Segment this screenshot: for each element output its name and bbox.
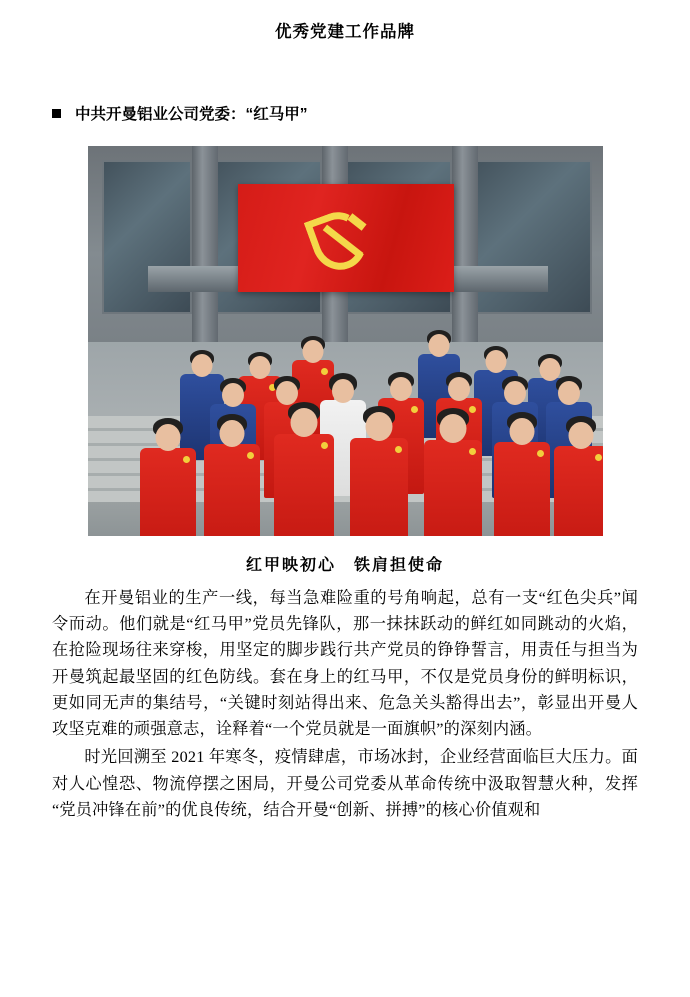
person-figure [554, 446, 603, 536]
party-badge-icon [595, 454, 602, 461]
head [222, 383, 244, 407]
head [249, 356, 270, 379]
body-paragraph: 时光回溯至 2021 年寒冬，疫情肆虐，市场冰封，企业经营面临巨大压力。面对人心惶恐、物流停摆之困局，开曼公司党委从革命传统中汲取智慧火种，发挥“党员冲锋在前”的优良传统，结合开曼“创新、拼搏”的核心价值观和 [52, 748, 638, 819]
head [302, 340, 323, 363]
head [276, 381, 298, 405]
head [568, 422, 593, 449]
head [390, 377, 412, 401]
head [191, 354, 212, 377]
head [365, 412, 392, 441]
head [558, 381, 580, 405]
party-badge-icon [247, 452, 254, 459]
party-badge-icon [469, 448, 476, 455]
head [332, 379, 354, 403]
party-badge-icon [321, 442, 328, 449]
person-figure [140, 448, 196, 536]
group-photo [88, 146, 603, 536]
section-heading [52, 102, 638, 124]
head [219, 420, 244, 447]
person-figure [274, 434, 334, 536]
head [290, 408, 317, 437]
page-title: 优秀党建工作品牌 [275, 23, 415, 41]
facade-column [452, 146, 478, 342]
person-figure [424, 440, 482, 536]
head [428, 334, 449, 357]
body-paragraph: 在开曼铝业的生产一线，每当急难险重的号角响起，总有一支“红色尖兵”闻令而动。他们就是“红马甲”党员先锋队，那一抹抹跃动的鲜红如同跳动的火焰，在抢险现场往来穿梭，用坚定的脚步践行共产党员的铮铮誓言，用责任与担当为开曼筑起最坚固的红色防线。套在身上的红马甲，不仅是党员身份的鲜明标识，更如同无声的集结号，“关键时刻站得出来、危急关头豁得出去”，彰显出开曼人攻坚克难的顽强意志，诠释着“一个党员就是一面旗帜”的深刻内涵。 [52, 589, 638, 739]
party-badge-icon [469, 406, 476, 413]
person-figure [204, 444, 260, 536]
photo-caption: 红甲映初心 铁肩担使命 [245, 557, 444, 574]
filled-square-bullet-icon [52, 109, 61, 118]
head [485, 350, 506, 373]
person-figure [350, 438, 408, 536]
party-badge-icon [321, 368, 328, 375]
party-badge-icon [411, 406, 418, 413]
head [539, 358, 560, 381]
person-figure [494, 442, 550, 536]
head [439, 414, 466, 443]
facade-column [192, 146, 218, 342]
head [155, 424, 180, 451]
head [504, 381, 526, 405]
head [509, 418, 534, 445]
party-flag [238, 184, 454, 292]
section-heading-label: 中共开曼铝业公司党委：“红马甲” [75, 106, 308, 123]
party-badge-icon [537, 450, 544, 457]
hammer-and-sickle-icon [308, 208, 370, 262]
party-badge-icon [183, 456, 190, 463]
party-badge-icon [395, 446, 402, 453]
head [448, 377, 470, 401]
